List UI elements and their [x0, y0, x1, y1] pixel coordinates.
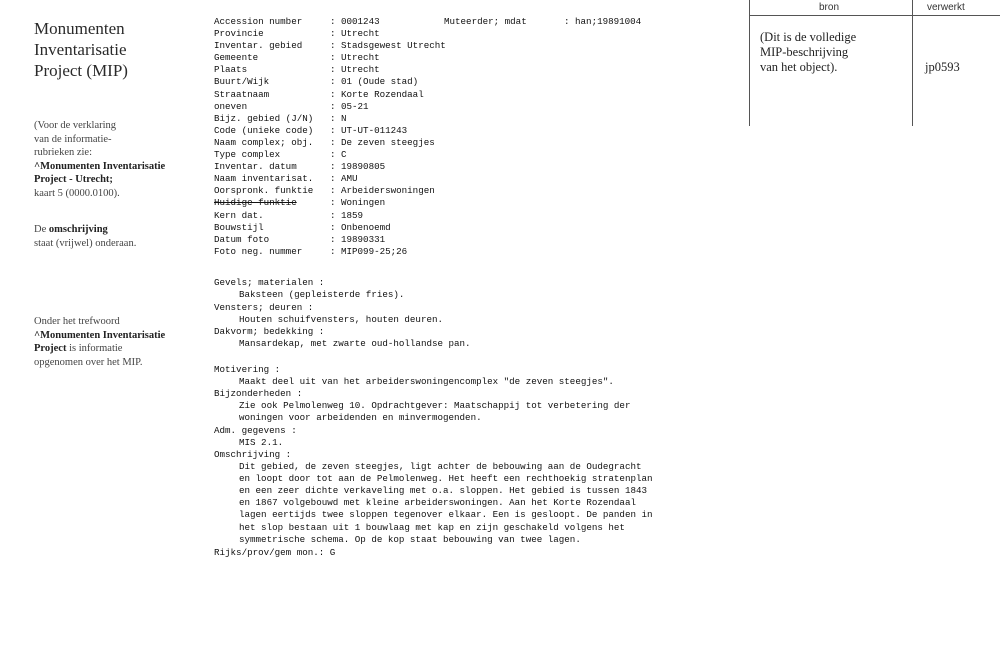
field-value: Woningen [341, 197, 386, 209]
field-row: Inventar. datum : 19890805 [214, 161, 386, 173]
field-row: Code (unieke code) : UT-UT-011243 [214, 124, 408, 136]
field-value: 19890805 [341, 161, 386, 173]
rijks-section [214, 547, 335, 559]
note-suffix: is informatie [66, 343, 123, 354]
section-label: Vensters; deuren : [214, 302, 314, 313]
column-header-verwerkt: verwerkt [927, 2, 965, 13]
column-header-bron: bron [819, 2, 840, 13]
field-value: C [341, 149, 347, 161]
note-line: Onder het trefwoord [34, 316, 120, 327]
section-text: en 1867 volgebouwd met kleine arbeiderswoningen. Aan het Korte Rozendaal [239, 497, 636, 509]
table-divider [912, 0, 913, 126]
field-row: Oorspronk. funktie : Arbeiderswoningen [214, 185, 435, 197]
field-value: N [341, 112, 347, 124]
title-line: Project (MIP) [34, 61, 128, 80]
field-row: Inventar. gebied : Stadsgewest Utrecht [214, 40, 446, 52]
field-row: Foto neg. nummer : MIP099-25;26 [214, 245, 408, 257]
motivering-section [214, 364, 614, 388]
note-reference: ^Monumenten Inventarisatie [34, 329, 166, 341]
field-label: Gemeente [214, 52, 259, 64]
title-line: Monumenten [34, 19, 125, 38]
explanation-note [34, 119, 184, 200]
section-text: en loopt door tot aan de Pelmolenweg. Het heeft een rechthoekig stratenplan [239, 473, 653, 485]
field-label: Inventar. gebied [214, 40, 303, 52]
omschrijving-section [214, 449, 653, 546]
table-divider [749, 15, 1000, 16]
section-label: Dakvorm; bedekking : [214, 326, 325, 337]
section-label: Gevels; materialen : [214, 277, 325, 288]
note-line: opgenomen over het MIP. [34, 356, 143, 368]
left-column [34, 18, 184, 368]
field-label: Kern dat. [214, 209, 264, 221]
bron-line: van het object). [760, 60, 838, 74]
section-text: Baksteen (gepleisterde fries). [239, 289, 405, 301]
dakvorm-section [214, 326, 471, 350]
field-label: Naam complex; obj. [214, 136, 314, 148]
section-value: G [329, 547, 336, 558]
vensters-section [214, 302, 443, 326]
record-fields [214, 16, 714, 258]
field-label: Inventar. datum [214, 161, 297, 173]
field-row: Naam inventarisat. : AMU [214, 173, 358, 185]
field-label: Code (unieke code) [214, 124, 314, 136]
field-value: 0001243 [341, 16, 380, 27]
field-value: 1859 [341, 209, 364, 221]
field-value: AMU [341, 173, 358, 185]
section-text: woningen voor arbeidenden en minvermogenden. [239, 412, 482, 424]
field-row: Kern dat. : 1859 [214, 209, 364, 221]
field-value: Utrecht [341, 52, 380, 64]
field-row: oneven : 05-21 [214, 100, 369, 112]
section-label: Rijks/prov/gem mon.: [214, 547, 325, 558]
field-row: Straatnaam : Korte Rozendaal [214, 88, 424, 100]
field-row: Accession number : 0001243 Muteerder; mdat : han;19891004 [214, 16, 642, 27]
field-value: UT-UT-011243 [341, 124, 408, 136]
field-value: Utrecht [341, 64, 380, 76]
adm-section [214, 425, 297, 449]
section-text: Zie ook Pelmolenweg 10. Opdrachtgever: Maatschappij tot verbetering der [239, 400, 631, 412]
section-text: MIS 2.1. [239, 437, 284, 449]
section-text: en een zeer dichte verkaveling met o.a. sloppen. Het gebied is tussen 1843 [239, 485, 647, 497]
bron-line: (Dit is de volledige [760, 30, 857, 44]
note-line: (Voor de verklaring [34, 120, 117, 131]
field-label: Bijz. gebied (J/N) [214, 112, 314, 124]
omschrijving-note [34, 223, 184, 250]
note-reference: Project [34, 343, 67, 354]
field-row: Gemeente : Utrecht [214, 52, 380, 64]
section-text: Mansardekap, met zwarte oud-hollandse pan. [239, 338, 471, 350]
field-row: Naam complex; obj. : De zeven steegjes [214, 136, 435, 148]
note-keyword: omschrijving [48, 224, 108, 235]
section-text: Dit gebied, de zeven steegjes, ligt achter de bebouwing aan de Oudegracht [239, 461, 642, 473]
field-label: Straatnaam [214, 88, 270, 100]
section-text: lagen eertijds twee sloppen tegenover elkaar. Een is gesloopt. De panden in [239, 509, 653, 521]
field-label: Oorspronk. funktie [214, 185, 314, 197]
note-line: van de informatie- [34, 133, 112, 145]
field-label: oneven [214, 100, 248, 112]
field-row: Type complex : C [214, 149, 347, 161]
gevels-section [214, 277, 404, 301]
field-value: 01 (Oude stad) [341, 76, 419, 88]
field-label: Huidige funktie [214, 197, 297, 209]
section-text: het slop bestaan uit 1 bouwlaag met kap en zijn geschakeld volgens het [239, 521, 625, 533]
field-row: Plaats : Utrecht [214, 64, 380, 76]
field-label: Type complex [214, 149, 281, 161]
field-label: Foto neg. nummer [214, 245, 303, 257]
field-value: De zeven steegjes [341, 136, 435, 148]
field-label: Provincie [214, 28, 264, 40]
field-label: Plaats [214, 64, 248, 76]
muteerder-label: Muteerder; mdat [444, 16, 527, 27]
table-divider [749, 0, 750, 126]
field-row: Buurt/Wijk : 01 (Oude stad) [214, 76, 419, 88]
section-label: Omschrijving : [214, 449, 292, 460]
field-row: Datum foto : 19890331 [214, 233, 386, 245]
note-line: kaart 5 (0000.0100). [34, 187, 120, 199]
field-value: Arbeiderswoningen [341, 185, 435, 197]
section-label: Motivering : [214, 364, 281, 375]
field-row: Huidige funktie : Woningen [214, 197, 386, 209]
note-reference: ^Monumenten Inventarisatie [34, 160, 166, 172]
section-text: symmetrische schema. Op de kop staat bebouwing van twee lagen. [239, 533, 581, 545]
section-label: Bijzonderheden : [214, 388, 303, 399]
muteerder-value: : han;19891004 [564, 16, 642, 27]
bron-cell [760, 30, 856, 75]
field-value: Onbenoemd [341, 221, 391, 233]
title-line: Inventarisatie [34, 40, 127, 59]
section-text: Maakt deel uit van het arbeiderswoningencomplex "de zeven steegjes". [239, 376, 614, 388]
note-line: rubrieken zie: [34, 147, 93, 158]
note-reference: Project - Utrecht; [34, 174, 113, 185]
field-row: Bouwstijl : Onbenoemd [214, 221, 391, 233]
field-row: Provincie : Utrecht [214, 28, 380, 40]
field-label: Bouwstijl [214, 221, 264, 233]
field-label: Buurt/Wijk [214, 76, 270, 88]
field-value: 05-21 [341, 100, 369, 112]
bijzonderheden-section [214, 388, 630, 424]
field-label: Naam inventarisat. [214, 173, 314, 185]
note-line: staat (vrijwel) onderaan. [34, 237, 137, 249]
field-label: Accession number [214, 16, 303, 27]
verwerkt-cell: jp0593 [925, 60, 960, 74]
note-prefix: De [34, 224, 49, 235]
field-row: Bijz. gebied (J/N) : N [214, 112, 347, 124]
document-title [34, 18, 184, 81]
section-label: Adm. gegevens : [214, 425, 297, 436]
section-text: Houten schuifvensters, houten deuren. [239, 314, 443, 326]
field-label: Datum foto [214, 233, 270, 245]
keyword-note [34, 315, 184, 369]
bron-line: MIP-beschrijving [760, 45, 849, 59]
field-value: MIP099-25;26 [341, 245, 408, 257]
field-value: 19890331 [341, 233, 386, 245]
field-value: Stadsgewest Utrecht [341, 40, 446, 52]
source-table [749, 0, 1000, 126]
field-value: Korte Rozendaal [341, 88, 424, 100]
field-value: Utrecht [341, 28, 380, 40]
